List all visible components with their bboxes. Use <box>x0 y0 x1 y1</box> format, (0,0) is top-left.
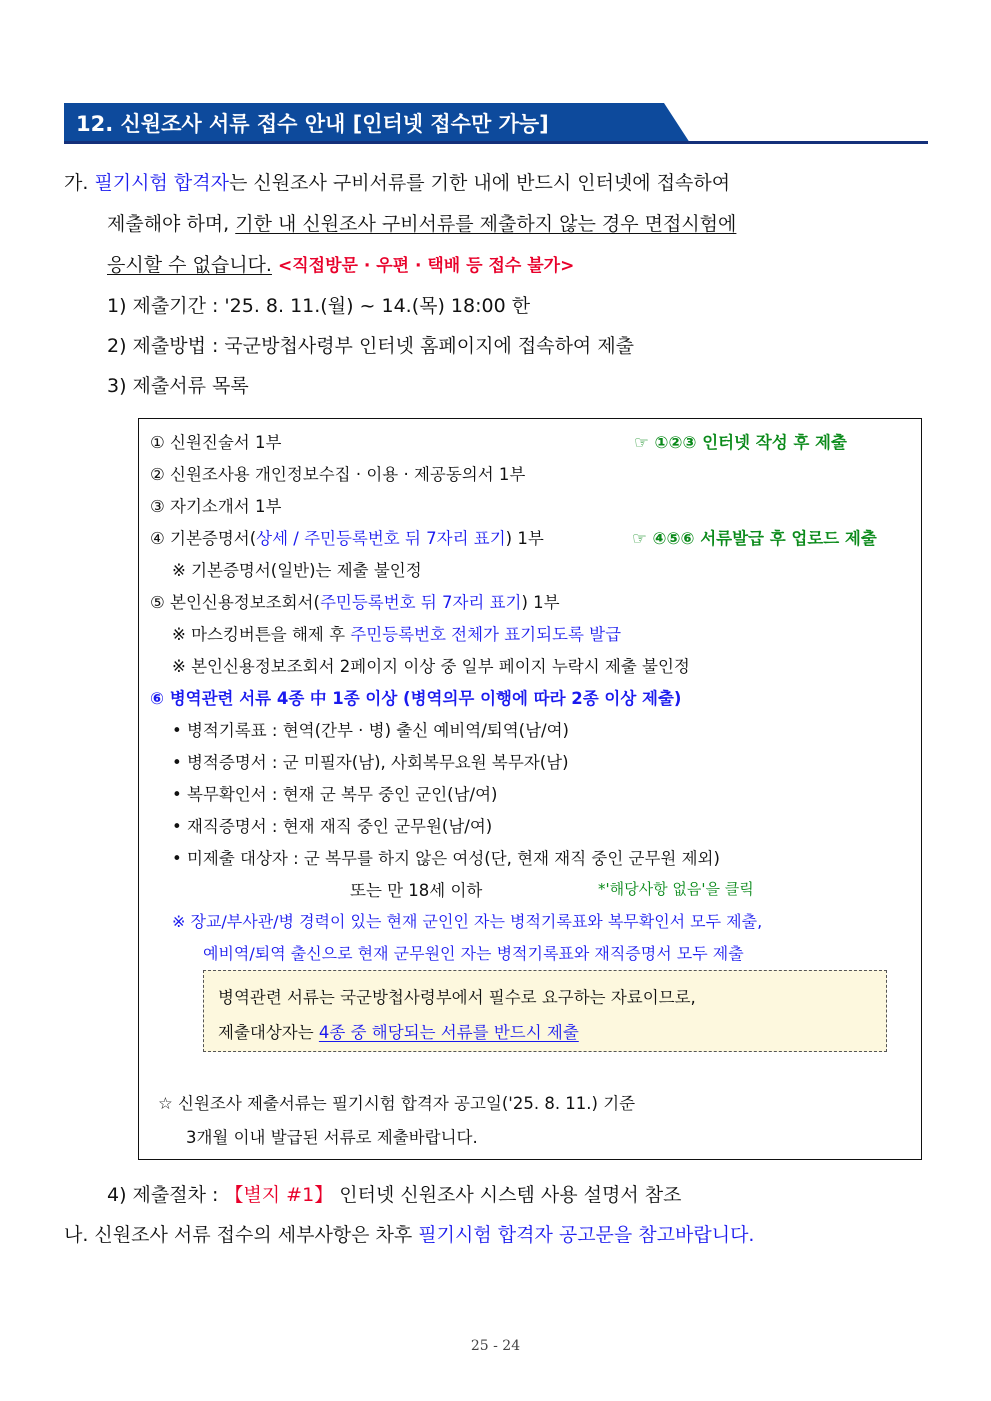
note-line-1: 병역관련 서류는 국군방첩사령부에서 필수로 요구하는 자료이므로, <box>218 988 696 1007</box>
doc-4-label: ④ 기본증명서( <box>150 529 257 548</box>
paragraph-ga-line1-text: 는 신원조사 구비서류를 기한 내에 반드시 인터넷에 접속하여 <box>228 172 731 194</box>
military-doc-certificate: • 병적증명서 : 군 미필자(남), 사회복무요원 복무자(남) <box>172 753 569 772</box>
doc-6-military-documents: ⑥ 병역관련 서류 4종 中 1종 이상 (병역의무 이행에 따라 2종 이상 제출) <box>150 689 682 708</box>
item-submission-procedure <box>107 1180 681 1207</box>
paragraph-ga-line3-underlined: 응시할 수 없습니다. <box>107 254 272 276</box>
page-number: 25 - 24 <box>470 1338 521 1354</box>
not-applicable-click-note: *'해당사항 없음'을 클릭 <box>598 880 754 898</box>
paragraph-ga-line3 <box>107 250 574 277</box>
doc-5-credit-report <box>150 589 560 613</box>
note-line-2-prefix: 제출대상자는 <box>218 1023 319 1042</box>
item-submission-method: 2) 제출방법 : 국군방첩사령부 인터넷 홈페이지에 접속하여 제출 <box>107 335 635 357</box>
paragraph-ga-line1 <box>64 168 730 195</box>
doc-1-personal-history: ① 신원진술서 1부 <box>150 433 282 452</box>
note-line-2-highlight: 4종 중 해당되는 서류를 반드시 제출 <box>318 1023 579 1042</box>
item-4-rest: 인터넷 신원조사 시스템 사용 설명서 참조 <box>333 1184 682 1206</box>
doc-3-self-introduction: ③ 자기소개서 1부 <box>150 497 282 516</box>
paragraph-na <box>64 1220 754 1247</box>
paragraph-ga-marker: 가. <box>64 172 89 194</box>
doc-5-sub-note-1-highlight: 주민등록번호 전체가 표기되도록 발급 <box>350 625 622 644</box>
military-doc-non-submitters-cont: 또는 만 18세 이하 <box>350 881 483 900</box>
military-doc-service-confirmation: • 복무확인서 : 현재 군 복무 중인 군인(남/여) <box>172 785 498 804</box>
military-doc-non-submitters: • 미제출 대상자 : 군 복무를 하지 않은 여성(단, 현재 재직 중인 군무원 제외) <box>172 849 720 868</box>
doc-5-sub-note-1-text: ※ 마스킹버튼을 해제 후 <box>172 625 351 644</box>
doc-4-sub-note: ※ 기본증명서(일반)는 제출 불인정 <box>172 561 422 580</box>
note-line-2 <box>218 1019 579 1043</box>
doc-4-basic-certificate <box>150 525 544 549</box>
no-visit-mail-warning: <직접방문 · 우편 · 택배 등 접수 불가> <box>278 256 575 276</box>
item-4-prefix: 4) 제출절차 : <box>107 1184 225 1206</box>
item-submission-period: 1) 제출기간 : '25. 8. 11.(월) ~ 14.(목) 18:00 한 <box>107 295 531 317</box>
doc-5-detail: 주민등록번호 뒤 7자리 표기 <box>319 593 522 612</box>
doc-5-label: ⑤ 본인신용정보조회서( <box>150 593 320 612</box>
doc-4-detail: 상세 / 주민등록번호 뒤 7자리 표기 <box>256 529 506 548</box>
paragraph-na-highlight: 필기시험 합격자 공고문을 참고바랍니다. <box>418 1224 755 1246</box>
appendix-1-reference: 【별지 #1】 <box>224 1184 334 1206</box>
highlight-written-exam-passers: 필기시험 합격자 <box>94 172 229 194</box>
star-note-line-2: 3개월 이내 발급된 서류로 제출바랍니다. <box>186 1128 478 1147</box>
doc-4-6-note: ☞ ④⑤⑥ 서류발급 후 업로드 제출 <box>632 529 877 548</box>
section-header-underline <box>64 141 928 144</box>
doc-2-consent-form: ② 신원조사용 개인정보수집 · 이용 · 제공동의서 1부 <box>150 465 526 484</box>
paragraph-na-text: 나. 신원조사 서류 접수의 세부사항은 차후 <box>64 1224 419 1246</box>
paragraph-ga-line2-underlined: 기한 내 신원조사 구비서류를 제출하지 않는 경우 면접시험에 <box>235 213 737 235</box>
section-header-title: 12. 신원조사 서류 접수 안내 [인터넷 접수만 가능] <box>76 112 549 136</box>
doc-5-count: ) 1부 <box>521 593 560 612</box>
doc-5-sub-note-2: ※ 본인신용정보조회서 2페이지 이상 중 일부 페이지 누락시 제출 불인정 <box>172 657 690 676</box>
star-note-line-1: ☆ 신원조사 제출서류는 필기시험 합격자 공고일('25. 8. 11.) 기준 <box>158 1094 636 1113</box>
paragraph-ga-line2 <box>107 209 736 236</box>
military-sub-note-2: 예비역/퇴역 출신으로 현재 군무원인 자는 병적기록표와 재직증명서 모두 제출 <box>203 944 744 963</box>
doc-5-sub-note-1 <box>172 621 621 645</box>
doc-1-3-note: ☞ ①②③ 인터넷 작성 후 제출 <box>634 433 847 452</box>
military-sub-note-1: ※ 장교/부사관/병 경력이 있는 현재 군인인 자는 병적기록표와 복무확인서 모두 제출, <box>172 912 763 931</box>
doc-4-count: ) 1부 <box>505 529 544 548</box>
paragraph-ga-line2-prefix: 제출해야 하며, <box>107 213 236 235</box>
military-doc-record-card: • 병적기록표 : 현역(간부 · 병) 출신 예비역/퇴역(남/여) <box>172 721 569 740</box>
item-document-list-title: 3) 제출서류 목록 <box>107 375 249 397</box>
military-doc-employment-certificate: • 재직증명서 : 현재 재직 중인 군무원(남/여) <box>172 817 493 836</box>
